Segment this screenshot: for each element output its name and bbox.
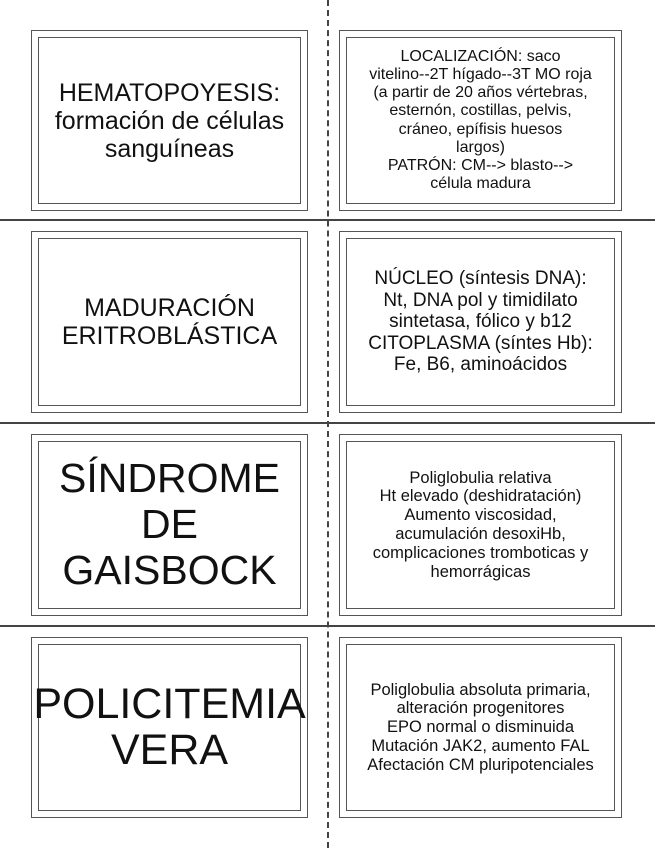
definition-card-frame [346, 441, 615, 609]
term-card-frame [38, 238, 301, 406]
vertical-cut-line [327, 0, 329, 848]
term-card-frame [38, 37, 301, 204]
term-text: POLICITEMIA VERA [33, 680, 306, 774]
term-card-gaisbock [31, 434, 308, 616]
definition-card-frame [346, 37, 615, 204]
definition-card-maduracion [339, 231, 622, 413]
horizontal-cut-line [0, 219, 655, 221]
definition-card-frame [346, 238, 615, 406]
definition-card-policitemia [339, 637, 622, 818]
definition-text: Poliglobulia relativa Ht elevado (deshidratación) Aumento viscosidad, acumulación desoxiHb, complicaciones tromboticas y hemorrágicas [372, 468, 589, 581]
definition-card-gaisbock [339, 434, 622, 616]
term-card-policitemia [31, 637, 308, 818]
term-card-frame [38, 441, 301, 609]
horizontal-cut-line [0, 625, 655, 627]
definition-card-frame [346, 644, 615, 811]
definition-text: NÚCLEO (síntesis DNA): Nt, DNA pol y timidilato sintetasa, fólico y b12 CITOPLASMA (síntes Hb): Fe, B6, aminoácidos [368, 267, 593, 376]
term-card-frame [33, 644, 306, 811]
term-card-hematopoyesis [31, 30, 308, 211]
term-card-maduracion [31, 231, 308, 413]
definition-text: Poliglobulia absoluta primaria, alteración progenitores EPO normal o disminuida Mutación JAK2, aumento FAL Afectación CM pluripotenciales [367, 680, 594, 774]
definition-card-hematopoyesis [339, 30, 622, 211]
term-text: SÍNDROME DE GAISBOCK [59, 455, 280, 593]
horizontal-cut-line [0, 422, 655, 424]
term-text: MADURACIÓN ERITROBLÁSTICA [61, 294, 278, 350]
definition-text: LOCALIZACIÓN: saco vitelino--2T hígado--3T MO roja (a partir de 20 años vértebras, esternón, costillas, pelvis, cráneo, epífisis huesos largos) PATRÓN: CM--> blasto--> célula madura [369, 47, 592, 193]
term-text: HEMATOPOYESIS: formación de células sanguíneas [54, 78, 285, 163]
